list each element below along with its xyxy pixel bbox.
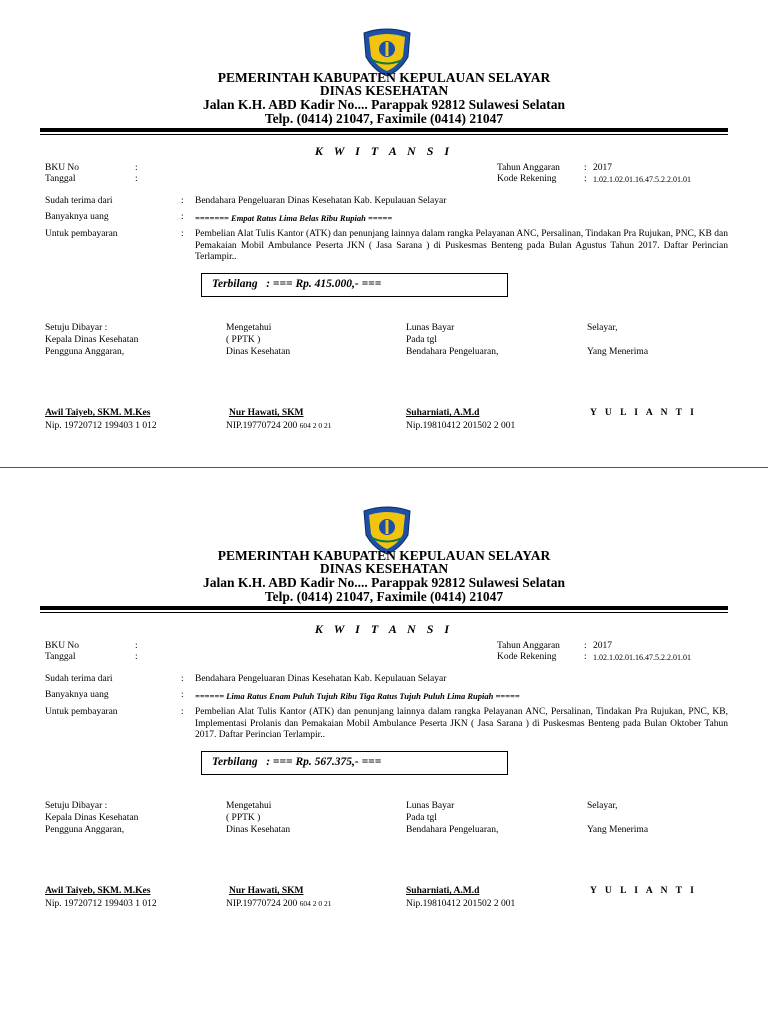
bku-label: BKU No (45, 641, 80, 651)
sig2-line3: Dinas Kesehatan (226, 825, 291, 835)
banyaknya-colon: : (181, 212, 184, 222)
untuk-value: Pembelian Alat Tulis Kantor (ATK) dan penunjang lainnya dalam rangka Pelayanan ANC, Persalinan, Tindakan Pra Rujukan, PNC, KB, Implementasi Prolanis dan Pemakaian Mobil Ambulance Peserta JKN ( Jasa Sarana ) di Puskesmas Benteng pada Bulan Oktober Tahun 2017. Daftar Perincian Terlampir.. (195, 707, 728, 740)
kode-colon: : (584, 174, 587, 184)
sig1-line3: Pengguna Anggaran, (45, 825, 125, 835)
sig2-name: Nur Hawati, SKM (229, 886, 304, 896)
sig3-name: Suharniati, A.M.d (406, 886, 480, 896)
sig3-line1: Lunas Bayar (406, 801, 455, 811)
document-title: K W I T A N S I (314, 622, 454, 636)
terbilang-box (201, 273, 508, 297)
untuk-colon: : (181, 707, 184, 717)
header-rule-thin (40, 134, 728, 135)
tanggal-colon: : (135, 174, 138, 184)
sig2-nip-small: 604 2 0 21 (299, 421, 332, 430)
header-phone: Telp. (0414) 21047, Faximile (0414) 21047 (264, 111, 504, 126)
terbilang-label: Terbilang (212, 756, 258, 768)
header-rule-thick (40, 606, 728, 610)
sudah-terima-colon: : (181, 674, 184, 684)
sig1-nip: Nip. 19720712 199403 1 012 (45, 899, 157, 909)
banyaknya-label: Banyaknya uang (45, 690, 109, 700)
header-line-2: DINAS KESEHATAN (319, 561, 449, 576)
tahun-colon: : (584, 163, 587, 173)
sig2-nip-small: 604 2 0 21 (299, 899, 332, 908)
sig4-line3: Yang Menerima (587, 825, 649, 835)
tahun-anggaran-label: Tahun Anggaran (497, 163, 560, 173)
terbilang-text (212, 278, 381, 290)
header-rule-thick (40, 128, 728, 132)
sig2-line1: Mengetahui (226, 801, 272, 811)
sig1-line2: Kepala Dinas Kesehatan (45, 335, 139, 345)
sudah-terima-label: Sudah terima dari (45, 674, 113, 684)
kode-colon: : (584, 652, 587, 662)
sudah-terima-label: Sudah terima dari (45, 196, 113, 206)
sig3-name: Suharniati, A.M.d (406, 408, 480, 418)
sig2-line3: Dinas Kesehatan (226, 347, 291, 357)
receipt-2 (0, 505, 768, 975)
bku-label: BKU No (45, 163, 80, 173)
tahun-anggaran-label: Tahun Anggaran (497, 641, 560, 651)
sig1-line1: Setuju Dibayar : (45, 323, 108, 333)
tanggal-label: Tanggal (45, 174, 76, 184)
sig4-name: Y U L I A N T I (590, 886, 697, 896)
sudah-terima-value: Bendahara Pengeluaran Dinas Kesehatan Kab. Kepulauan Selayar (195, 674, 447, 684)
tanggal-colon: : (135, 652, 138, 662)
header-phone: Telp. (0414) 21047, Faximile (0414) 21047 (264, 589, 504, 604)
sig3-nip: Nip.19810412 201502 2 001 (406, 899, 516, 909)
banyaknya-label: Banyaknya uang (45, 212, 109, 222)
header-line-1: PEMERINTAH KABUPATEN KEPULAUAN SELAYAR (217, 548, 551, 563)
untuk-colon: : (181, 229, 184, 239)
kode-rekening-label: Kode Rekening (497, 652, 557, 662)
header-line-2: DINAS KESEHATAN (319, 83, 449, 98)
sig3-line2: Pada tgl (406, 335, 437, 345)
sig1-line1: Setuju Dibayar : (45, 801, 108, 811)
tahun-colon: : (584, 641, 587, 651)
kode-rekening-label: Kode Rekening (497, 174, 557, 184)
untuk-label: Untuk pembayaran (45, 707, 118, 717)
sig1-name: Awil Taiyeb, SKM. M.Kes (45, 886, 151, 896)
kode-rekening-value: 1.02.1.02.01.16.47.5.2.2.01.01 (593, 175, 691, 184)
sig3-line1: Lunas Bayar (406, 323, 455, 333)
banyaknya-value: ======= Empat Ratus Lima Belas Ribu Rupiah ===== (195, 213, 393, 223)
sig2-nip (226, 899, 332, 909)
terbilang-text (212, 756, 381, 768)
header-rule-thin (40, 612, 728, 613)
sig1-line2: Kepala Dinas Kesehatan (45, 813, 139, 823)
kode-rekening-value: 1.02.1.02.01.16.47.5.2.2.01.01 (593, 653, 691, 662)
document-title: K W I T A N S I (314, 144, 454, 158)
sig4-line1: Selayar, (587, 801, 618, 811)
sig2-nip (226, 421, 332, 431)
sig3-line2: Pada tgl (406, 813, 437, 823)
sig2-line1: Mengetahui (226, 323, 272, 333)
sig2-nip-main: NIP.19770724 200 (226, 899, 298, 909)
terbilang-box (201, 751, 508, 775)
untuk-value: Pembelian Alat Tulis Kantor (ATK) dan penunjang lainnya dalam rangka Pelayanan ANC, Persalinan, Tindakan Pra Rujukan, PNC, KB dan Pemakaian Mobil Ambulance Peserta JKN ( Jasa Sarana ) di Puskesmas Benteng pada Bulan Agustus Tahun 2017. Daftar Perincian Terlampir.. (195, 229, 728, 262)
banyaknya-value: ====== Lima Ratus Enam Puluh Tujuh Ribu Tiga Ratus Tujuh Puluh Lima Rupiah ===== (195, 691, 520, 701)
bku-colon: : (135, 641, 138, 651)
sig1-nip: Nip. 19720712 199403 1 012 (45, 421, 157, 431)
sig4-line3: Yang Menerima (587, 347, 649, 357)
tahun-anggaran-value: 2017 (593, 163, 612, 173)
sig3-nip: Nip.19810412 201502 2 001 (406, 421, 516, 431)
sig3-line3: Bendahara Pengeluaran, (406, 825, 499, 835)
banyaknya-colon: : (181, 690, 184, 700)
terbilang-value: : === Rp. 415.000,- === (266, 278, 382, 290)
sig1-name: Awil Taiyeb, SKM. M.Kes (45, 408, 151, 418)
sig2-line2: ( PPTK ) (226, 335, 261, 345)
sig2-nip-main: NIP.19770724 200 (226, 421, 298, 431)
sig4-line1: Selayar, (587, 323, 618, 333)
header-address: Jalan K.H. ABD Kadir No.... Parappak 92812 Sulawesi Selatan (202, 575, 566, 590)
sudah-terima-value: Bendahara Pengeluaran Dinas Kesehatan Kab. Kepulauan Selayar (195, 196, 447, 206)
terbilang-value: : === Rp. 567.375,- === (266, 756, 382, 768)
sudah-terima-colon: : (181, 196, 184, 206)
sig1-line3: Pengguna Anggaran, (45, 347, 125, 357)
bku-colon: : (135, 163, 138, 173)
receipt-divider (0, 467, 768, 468)
receipt-1 (0, 27, 768, 497)
sig2-line2: ( PPTK ) (226, 813, 261, 823)
untuk-label: Untuk pembayaran (45, 229, 118, 239)
tanggal-label: Tanggal (45, 652, 76, 662)
header-line-1: PEMERINTAH KABUPATEN KEPULAUAN SELAYAR (217, 70, 551, 85)
sig4-name: Y U L I A N T I (590, 408, 697, 418)
sig3-line3: Bendahara Pengeluaran, (406, 347, 499, 357)
tahun-anggaran-value: 2017 (593, 641, 612, 651)
sig2-name: Nur Hawati, SKM (229, 408, 304, 418)
header-address: Jalan K.H. ABD Kadir No.... Parappak 92812 Sulawesi Selatan (202, 97, 566, 112)
terbilang-label: Terbilang (212, 278, 258, 290)
